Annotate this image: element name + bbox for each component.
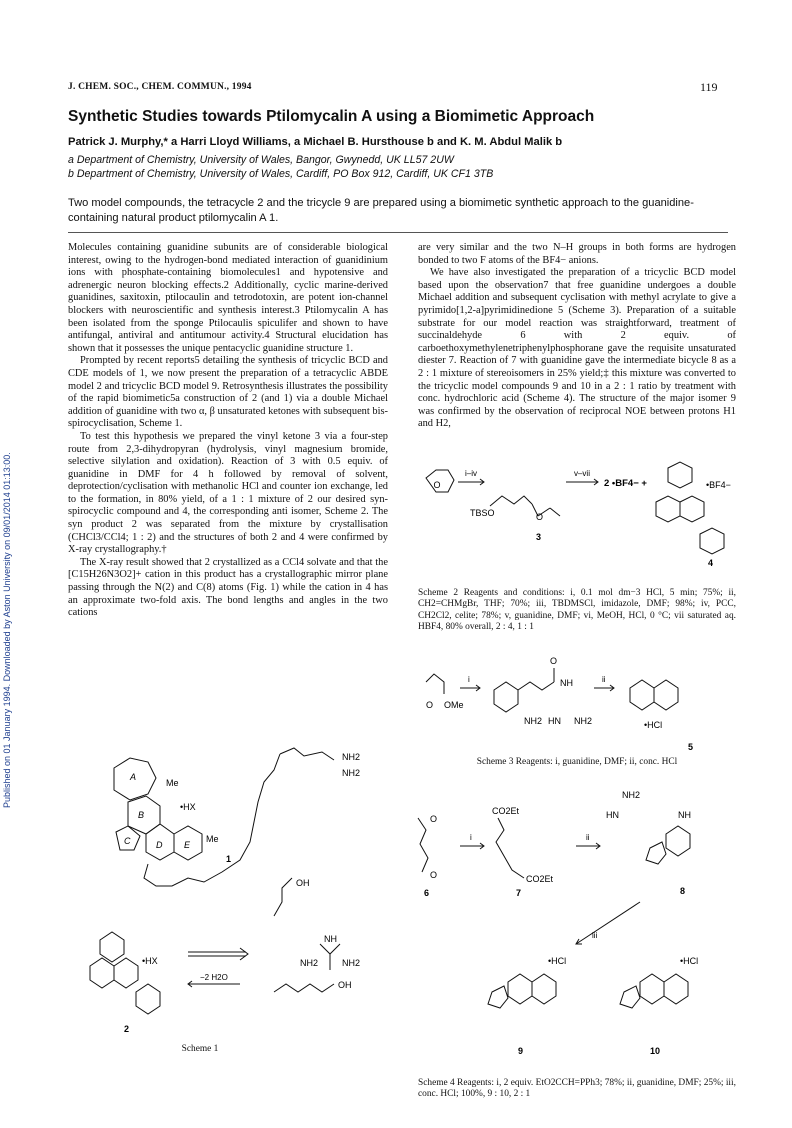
compound-6-label: 6 — [424, 888, 430, 898]
hx-label: •HX — [180, 802, 196, 812]
download-watermark: Published on 01 January 1994. Downloaded by Aston University on 09/01/2014 01:13:00. — [2, 452, 12, 808]
nh2-label: NH2 — [524, 716, 543, 726]
reagent-iii: iii — [592, 931, 598, 940]
compound-3-label: 3 — [536, 532, 542, 542]
hn-label: HN — [548, 716, 561, 726]
reagent-ii: ii — [602, 675, 606, 684]
ring-A-label: A — [130, 772, 137, 782]
running-head: J. CHEM. SOC., CHEM. COMMUN., 1994 — [68, 82, 252, 92]
tricycle-10-ring-b — [664, 974, 688, 1004]
paragraph: We have also investigated the preparation of a tricyclic BCD model based upon the observation7 that free guanidine undergoes a double Michael addition and subsequent cyclisation with methyl acrylate to give a pyrimido[1,2-a]pyrimidinedione 5 (Scheme 3). Preparation of a suitable substrate for our model reaction was straightforward, treatment of succinaldehyde 6 with 2 equiv. of carboethoxymethylenetriphenylphosphorane gave the requisite unsaturated diester 7. Reaction of 7 with guanidine gave the intermediate bicycle 8 as a 2 : 1 mixture of stereoisomers in 25% yield;‡ this mixture was converted to the tricyclic model compounds 9 and 10 in a 2 : 1 ratio by treatment with conc. hydrochloric acid (Scheme 4). The structure of the major isomer 9 was confirmed by the observation of reciprocal NOE between protons H1 and H2, — [418, 267, 736, 430]
co2et-label: CO2Et — [526, 874, 554, 884]
scheme-4-diagram — [400, 778, 736, 1074]
affiliation-a: a Department of Chemistry, University of Wales, Bangor, Gwynedd, UK LL57 2UW — [68, 154, 454, 166]
compound-1-label: 1 — [226, 854, 232, 864]
left-column — [68, 242, 388, 620]
diester-chain — [496, 818, 524, 878]
tricycle-9-ring-b — [532, 974, 556, 1004]
abstract: Two model compounds, the tetracycle 2 and the tricycle 9 are prepared using a biomimetic synthetic approach to the guanidine-containing natural product ptilomycalin A 1. — [68, 197, 694, 224]
water-loss-label: −2 H2O — [200, 973, 228, 982]
reagent-i: i — [470, 833, 472, 842]
tricycle-9-pyrrolidine — [488, 986, 508, 1008]
oh-label: OH — [338, 980, 352, 990]
bf4-label: •BF4− — [706, 480, 731, 490]
paragraph: Prompted by recent reports5 detailing the synthesis of tricyclic BCD and CDE models of 1, we now present the preparation of a tetracyclic ABDE model 2 and tricyclic BCD model 9. Retrosynthesis illustrates the possibility of the rapid biomimetic5a construction of 2 (and 1) via a double Michael addition of guanidine with two α, β unsaturated ketones with subsequent bis-spirocyclisation, Scheme 1. — [68, 355, 388, 430]
compound-8-label: 8 — [680, 886, 686, 896]
abstract-divider — [68, 232, 728, 233]
scheme-1-caption: Scheme 1 — [181, 1044, 219, 1054]
atom-O: O — [536, 512, 544, 522]
nh2-label: NH2 — [622, 790, 641, 800]
compound-2-label: 2 — [124, 1024, 130, 1034]
paragraph: The X-ray result showed that 2 crystallized as a CCl4 solvate and that the [C15H26N3O2]+ cation in this product has a crystallographic mirror plane passing through the N(2) and C(8) atoms (Fig. 1) while the cation in 4 has an approximate two-fold axis. The bond lengths and angles in the two cations — [68, 556, 388, 619]
ring-E-label: E — [184, 840, 191, 850]
compound-4-label: 4 — [708, 558, 714, 568]
right-column — [418, 242, 736, 431]
tricycle-9-ring-a — [508, 974, 532, 1004]
compound-10-label: 10 — [650, 1046, 661, 1056]
ring-B-label: B — [138, 810, 145, 820]
ring-D-label: D — [156, 840, 163, 850]
reagent-steps-1: i–iv — [464, 469, 478, 478]
page-number: 119 — [700, 80, 718, 94]
tbso-label: TBSO — [470, 508, 495, 518]
nh2-label: NH2 — [574, 716, 593, 726]
methyl-label: Me — [166, 778, 179, 788]
bicycle-ring-right — [654, 680, 678, 710]
reagent-steps-2: v–vii — [573, 469, 591, 478]
article-title: Synthetic Studies towards Ptilomycalin A using a Biomimetic Approach — [68, 108, 595, 125]
atom-O: O — [433, 480, 441, 490]
nh2-label: NH2 — [300, 958, 319, 968]
atom-O: O — [550, 656, 558, 666]
scheme1-ring-2 — [90, 958, 114, 988]
succinaldehyde — [418, 818, 428, 872]
co2et-label: CO2Et — [492, 806, 520, 816]
tricycle-10-pyrrolidine — [620, 986, 640, 1008]
paragraph: Molecules containing guanidine subunits are of considerable biological interest, owing to the hydrogen-bond mediated interaction of guanidinium ions with phosphate-containing biomolecules1 and hypotensive and adrenergic neuron blocking effects.2 Additionally, cyclic marine-derived guanidines, saxitoxin, ptilocaulin and tetrodotoxin, are potent ion-channel blockers with neuroscientific and synthesis interest.3 Ptilomycalin A has been isolated from the sponge Ptilocaulis spiculifer and shown to have antifungal, antiviral and antitumour activity.4 Structural elucidation has shown that it possesses the unique pentacyclic guanidine structure 1. — [68, 242, 388, 354]
reagent-ii: ii — [586, 833, 590, 842]
dihydropyrimidinone-ring — [494, 682, 518, 712]
methyl-label: Me — [206, 834, 219, 844]
affiliation-b: b Department of Chemistry, University of Wales, Cardiff, PO Box 912, Cardiff, UK CF1 3TB — [68, 168, 494, 180]
author-list: Patrick J. Murphy,* a Harri Lloyd Williams, a Michael B. Hursthouse b and K. M. Abdul Malik b — [68, 136, 563, 148]
ester-chain — [144, 754, 280, 886]
ptilomycalin-and-scheme-1-diagram — [68, 730, 398, 1040]
nh2-label: NH2 — [342, 752, 361, 762]
paragraph: To test this hypothesis we prepared the vinyl ketone 3 via a four-step route from 2,3-dihydropyran (hydrolysis, vinyl magnesium bromide, selective silylation and oxidation). Reaction of 3 with 0.5 equiv. of guanidine in DMF for 4 h followed by removal of solvent, deprotection/cyclisation with methanolic HCl and counter ion exchange, led to the formation, in 80% yield, of a 1 : 1 mixture of 2 our desired syn-spirocyclic compound and 4, the corresponding anti isomer, Scheme 2. The syn product 2 was separated from the mixture by crystallisation (CHCl3/CCl4; 1 : 2) and the structures of both 2 and 4 were confirmed by X-ray crystallography.† — [68, 430, 388, 556]
nh2-label: NH2 — [342, 958, 361, 968]
spiro-ring-top — [668, 462, 692, 488]
spiro-ring-bottom — [700, 528, 724, 554]
pyrrolidine-ring — [646, 842, 666, 864]
scheme1-ring-4 — [136, 984, 160, 1014]
hn-label: HN — [606, 810, 619, 820]
hcl-label: •HCl — [644, 720, 663, 730]
scheme-3-caption: Scheme 3 Reagents: i, guanidine, DMF; ii, conc. HCl — [476, 757, 678, 767]
hydroxy-vinyl-ketone-2 — [274, 984, 334, 992]
oh-label: OH — [296, 878, 310, 888]
spermidine-chain — [280, 748, 334, 760]
paragraph: are very similar and the two N–H groups in both forms are hydrogen bonded to two F atoms of the BF4− anions. — [418, 242, 736, 266]
pyrimidine-ring-left — [656, 496, 680, 522]
tricycle-10-ring-a — [640, 974, 664, 1004]
compound-7-label: 7 — [516, 888, 522, 898]
methyl-acrylate — [426, 674, 444, 694]
scheme-2-caption: Scheme 2 Reagents and conditions: i, 0.1 mol dm−3 HCl, 5 min; 75%; ii, CH2=CHMgBr, THF; 70%; iii, TBDMSCl, imidazole, DMF; 98%; iv, PCC, CH2Cl2, celite; 78%; v, guanidine, DMF; vi, MeOH, HCl, 0 °C; vii saturated aq. HBF4, 80% overall, 2 : 4, 1 : 1 — [418, 588, 736, 633]
reagent-i: i — [468, 675, 470, 684]
product-mixture-label: 2 •BF4− + — [604, 478, 647, 489]
atom-O: O — [430, 870, 438, 880]
atom-O: O — [430, 814, 438, 824]
hx-label: •HX — [142, 956, 158, 966]
nh-label: NH — [324, 934, 337, 944]
ome-label: OMe — [444, 700, 464, 710]
chain — [490, 496, 532, 506]
compound-9-label: 9 — [518, 1046, 524, 1056]
scheme1-ring-1 — [100, 932, 124, 962]
atom-O: O — [426, 700, 434, 710]
hydroxy-vinyl-ketone-1 — [274, 878, 292, 916]
scheme-3-diagram — [418, 630, 736, 754]
pyrimidine-ring-right — [680, 496, 704, 522]
scheme1-ring-3 — [114, 958, 138, 988]
scheme-2-diagram — [418, 458, 736, 584]
nh-label: NH — [678, 810, 691, 820]
hcl-label: •HCl — [680, 956, 699, 966]
ring-C-label: C — [124, 836, 131, 846]
nh-label: NH — [560, 678, 573, 688]
nh2-label: NH2 — [342, 768, 361, 778]
bicycle-ring-left — [630, 680, 654, 710]
scheme-4-caption: Scheme 4 Reagents: i, 2 equiv. EtO2CCH=PPh3; 78%; ii, guanidine, DMF; 25%; iii, conc. HCl; 100%, 9 : 10, 2 : 1 — [418, 1078, 736, 1100]
compound-5-label: 5 — [688, 742, 694, 752]
pyrimidine-ring — [666, 826, 690, 856]
hcl-label: •HCl — [548, 956, 567, 966]
